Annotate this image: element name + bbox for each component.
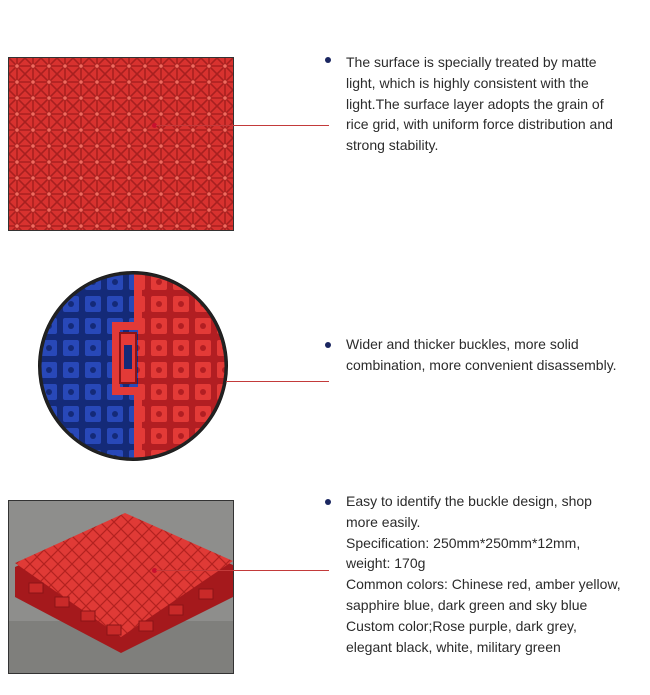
surface-description: The surface is specially treated by matte light, which is highly consistent with the light.The surface layer adopts the grain of rice grid, with uniform force distribution and strong stability. xyxy=(346,54,613,154)
common-colors-text: Common colors: Chinese red, amber yellow, sapphire blue, dark green and sky blue xyxy=(346,576,621,613)
specification-text: Specification: 250mm*250mm*12mm, weight: 170g xyxy=(346,534,581,572)
leader-line-2 xyxy=(226,381,329,382)
floor-tile-image xyxy=(8,500,234,674)
section-3-text xyxy=(346,491,626,657)
bullet-2 xyxy=(325,342,331,348)
bullet-3 xyxy=(325,499,331,505)
section-2-text xyxy=(346,334,626,376)
bullet-1 xyxy=(325,57,331,63)
custom-color-text: Custom color;Rose purple, dark grey, elegant black, white, military green xyxy=(346,617,581,655)
surface-texture-image xyxy=(8,57,234,231)
section-1-text xyxy=(346,52,626,156)
leader-line-3 xyxy=(156,570,329,571)
buckle-description: Wider and thicker buckles, more solid combination, more convenient disassembly. xyxy=(346,336,617,373)
leader-line-1 xyxy=(156,125,329,126)
buckle-joint-image xyxy=(38,271,228,461)
buckle-design-text: Easy to identify the buckle design, shop more easily. xyxy=(346,493,592,530)
